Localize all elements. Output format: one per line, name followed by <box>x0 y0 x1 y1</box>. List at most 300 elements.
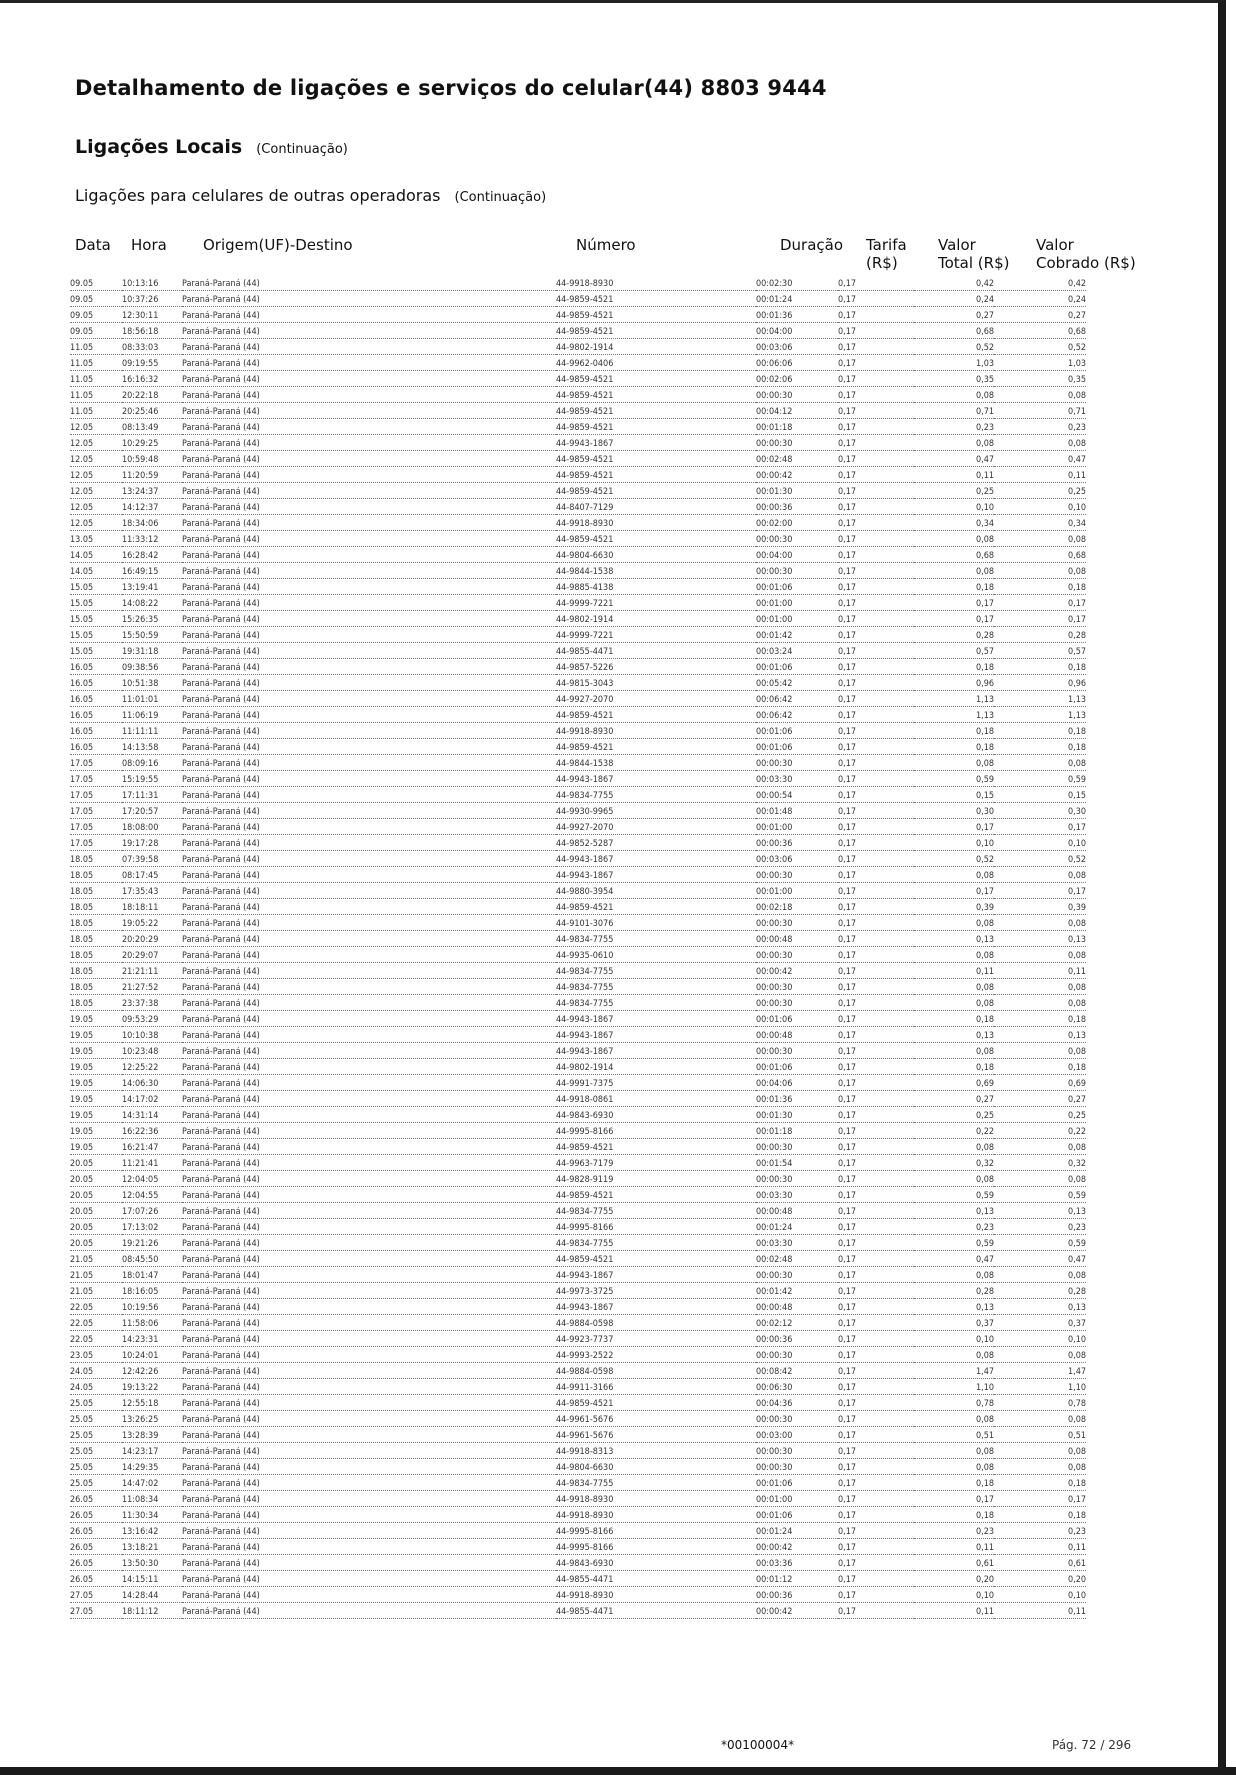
cell-duracao: 00:00:30 <box>756 1139 838 1155</box>
cell-duracao: 00:01:06 <box>756 1059 838 1075</box>
subsection-label: Ligações para celulares de outras operadoras <box>75 186 441 205</box>
table-row <box>70 1267 1086 1283</box>
table-row <box>70 595 1086 611</box>
cell-tarifa: 0,17 <box>838 1331 914 1347</box>
cell-duracao: 00:01:30 <box>756 483 838 499</box>
cell-hora: 20:22:18 <box>122 387 182 403</box>
cell-data: 17.05 <box>70 755 122 771</box>
cell-origem-destino: Paraná-Paraná (44) <box>182 403 556 419</box>
cell-tarifa: 0,17 <box>838 1299 914 1315</box>
cell-origem-destino: Paraná-Paraná (44) <box>182 291 556 307</box>
cell-duracao: 00:06:30 <box>756 1379 838 1395</box>
cell-tarifa: 0,17 <box>838 787 914 803</box>
cell-data: 18.05 <box>70 899 122 915</box>
cell-numero: 44-9995-8166 <box>556 1219 756 1235</box>
col-header-valor-total: Valor Total (R$) <box>938 236 1010 272</box>
cell-duracao: 00:01:24 <box>756 1523 838 1539</box>
cell-valor-cobrado: 0,08 <box>994 1443 1086 1459</box>
cell-tarifa: 0,17 <box>838 1379 914 1395</box>
cell-data: 18.05 <box>70 867 122 883</box>
cell-tarifa: 0,17 <box>838 1011 914 1027</box>
cell-hora: 13:24:37 <box>122 483 182 499</box>
table-row <box>70 739 1086 755</box>
cell-duracao: 00:08:42 <box>756 1363 838 1379</box>
cell-origem-destino: Paraná-Paraná (44) <box>182 1187 556 1203</box>
cell-valor-cobrado: 0,11 <box>994 1603 1086 1619</box>
cell-tarifa: 0,17 <box>838 899 914 915</box>
cell-origem-destino: Paraná-Paraná (44) <box>182 1347 556 1363</box>
cell-valor-total: 0,13 <box>914 1299 994 1315</box>
cell-numero: 44-9973-3725 <box>556 1283 756 1299</box>
cell-duracao: 00:00:30 <box>756 995 838 1011</box>
table-row <box>70 1235 1086 1251</box>
cell-numero: 44-9911-3166 <box>556 1379 756 1395</box>
cell-tarifa: 0,17 <box>838 387 914 403</box>
cell-data: 23.05 <box>70 1347 122 1363</box>
cell-valor-total: 0,18 <box>914 723 994 739</box>
cell-data: 12.05 <box>70 467 122 483</box>
cell-data: 18.05 <box>70 995 122 1011</box>
cell-tarifa: 0,17 <box>838 467 914 483</box>
cell-numero: 44-9859-4521 <box>556 291 756 307</box>
table-row <box>70 1379 1086 1395</box>
cell-data: 20.05 <box>70 1219 122 1235</box>
cell-data: 21.05 <box>70 1251 122 1267</box>
table-row <box>70 1187 1086 1203</box>
cell-valor-cobrado: 0,08 <box>994 867 1086 883</box>
cell-data: 15.05 <box>70 579 122 595</box>
cell-valor-cobrado: 0,23 <box>994 1219 1086 1235</box>
cell-hora: 16:21:47 <box>122 1139 182 1155</box>
table-row <box>70 1555 1086 1571</box>
cell-origem-destino: Paraná-Paraná (44) <box>182 915 556 931</box>
table-row <box>70 1139 1086 1155</box>
cell-numero: 44-9884-0598 <box>556 1315 756 1331</box>
cell-origem-destino: Paraná-Paraná (44) <box>182 1475 556 1491</box>
cell-duracao: 00:00:42 <box>756 467 838 483</box>
cell-valor-cobrado: 0,10 <box>994 835 1086 851</box>
cell-duracao: 00:04:12 <box>756 403 838 419</box>
cell-origem-destino: Paraná-Paraná (44) <box>182 1075 556 1091</box>
cell-valor-cobrado: 0,32 <box>994 1155 1086 1171</box>
col-header-tarifa: Tarifa (R$) <box>866 236 907 272</box>
cell-valor-total: 0,08 <box>914 915 994 931</box>
cell-valor-cobrado: 1,10 <box>994 1379 1086 1395</box>
col-header-duracao: Duração <box>780 236 844 254</box>
cell-hora: 19:13:22 <box>122 1379 182 1395</box>
cell-origem-destino: Paraná-Paraná (44) <box>182 563 556 579</box>
cell-valor-total: 0,22 <box>914 1123 994 1139</box>
cell-duracao: 00:02:30 <box>756 275 838 291</box>
cell-origem-destino: Paraná-Paraná (44) <box>182 995 556 1011</box>
cell-origem-destino: Paraná-Paraná (44) <box>182 307 556 323</box>
cell-numero: 44-9943-1867 <box>556 867 756 883</box>
cell-valor-total: 0,59 <box>914 1187 994 1203</box>
table-row <box>70 675 1086 691</box>
cell-valor-total: 0,10 <box>914 1587 994 1603</box>
cell-origem-destino: Paraná-Paraná (44) <box>182 963 556 979</box>
cell-valor-cobrado: 0,71 <box>994 403 1086 419</box>
cell-data: 19.05 <box>70 1123 122 1139</box>
cell-valor-total: 0,17 <box>914 883 994 899</box>
cell-hora: 10:10:38 <box>122 1027 182 1043</box>
cell-numero: 44-9859-4521 <box>556 451 756 467</box>
cell-valor-cobrado: 0,28 <box>994 1283 1086 1299</box>
table-row <box>70 611 1086 627</box>
cell-hora: 11:08:34 <box>122 1491 182 1507</box>
cell-numero: 44-9995-8166 <box>556 1123 756 1139</box>
cell-tarifa: 0,17 <box>838 675 914 691</box>
cell-valor-cobrado: 0,20 <box>994 1571 1086 1587</box>
cell-duracao: 00:01:06 <box>756 659 838 675</box>
cell-duracao: 00:00:42 <box>756 963 838 979</box>
cell-valor-total: 0,17 <box>914 595 994 611</box>
cell-hora: 10:59:48 <box>122 451 182 467</box>
cell-valor-cobrado: 0,17 <box>994 611 1086 627</box>
cell-valor-total: 0,08 <box>914 1459 994 1475</box>
cell-origem-destino: Paraná-Paraná (44) <box>182 1315 556 1331</box>
cell-data: 24.05 <box>70 1363 122 1379</box>
cell-hora: 18:56:18 <box>122 323 182 339</box>
cell-numero: 44-8407-7129 <box>556 499 756 515</box>
cell-valor-cobrado: 0,27 <box>994 307 1086 323</box>
table-row <box>70 483 1086 499</box>
cell-data: 18.05 <box>70 851 122 867</box>
table-row <box>70 307 1086 323</box>
cell-origem-destino: Paraná-Paraná (44) <box>182 355 556 371</box>
table-row <box>70 1011 1086 1027</box>
table-row <box>70 1315 1086 1331</box>
col-header-numero: Número <box>576 236 636 254</box>
cell-numero: 44-9857-5226 <box>556 659 756 675</box>
cell-duracao: 00:02:18 <box>756 899 838 915</box>
cell-origem-destino: Paraná-Paraná (44) <box>182 467 556 483</box>
cell-data: 11.05 <box>70 371 122 387</box>
cell-hora: 12:42:26 <box>122 1363 182 1379</box>
cell-duracao: 00:01:42 <box>756 627 838 643</box>
table-row <box>70 1347 1086 1363</box>
cell-hora: 08:17:45 <box>122 867 182 883</box>
table-row <box>70 1123 1086 1139</box>
cell-data: 09.05 <box>70 291 122 307</box>
col-header-valor-cobrado: Valor Cobrado (R$) <box>1036 236 1136 272</box>
cell-origem-destino: Paraná-Paraná (44) <box>182 931 556 947</box>
footer-page-number: Pág. 72 / 296 <box>1052 1738 1132 1752</box>
cell-hora: 08:09:16 <box>122 755 182 771</box>
cell-hora: 09:38:56 <box>122 659 182 675</box>
cell-data: 17.05 <box>70 835 122 851</box>
cell-data: 12.05 <box>70 451 122 467</box>
cell-duracao: 00:01:06 <box>756 1507 838 1523</box>
table-row <box>70 1363 1086 1379</box>
cell-hora: 18:01:47 <box>122 1267 182 1283</box>
cell-numero: 44-9834-7755 <box>556 1203 756 1219</box>
cell-numero: 44-9802-1914 <box>556 1059 756 1075</box>
bottom-border <box>0 1767 1236 1775</box>
cell-numero: 44-9859-4521 <box>556 1187 756 1203</box>
cell-duracao: 00:00:30 <box>756 1411 838 1427</box>
cell-hora: 18:08:00 <box>122 819 182 835</box>
cell-origem-destino: Paraná-Paraná (44) <box>182 1155 556 1171</box>
cell-numero: 44-9943-1867 <box>556 1299 756 1315</box>
cell-numero: 44-9961-5676 <box>556 1427 756 1443</box>
table-row <box>70 915 1086 931</box>
col-header-origem: Origem(UF)-Destino <box>203 236 353 254</box>
cell-valor-cobrado: 0,17 <box>994 883 1086 899</box>
cell-valor-total: 1,13 <box>914 691 994 707</box>
cell-origem-destino: Paraná-Paraná (44) <box>182 371 556 387</box>
cell-data: 16.05 <box>70 739 122 755</box>
cell-duracao: 00:00:30 <box>756 867 838 883</box>
table-row <box>70 1059 1086 1075</box>
cell-valor-total: 0,37 <box>914 1315 994 1331</box>
cell-hora: 11:01:01 <box>122 691 182 707</box>
cell-data: 27.05 <box>70 1587 122 1603</box>
cell-valor-cobrado: 0,68 <box>994 323 1086 339</box>
cell-duracao: 00:06:42 <box>756 691 838 707</box>
cell-origem-destino: Paraná-Paraná (44) <box>182 483 556 499</box>
cell-origem-destino: Paraná-Paraná (44) <box>182 1571 556 1587</box>
cell-tarifa: 0,17 <box>838 803 914 819</box>
cell-valor-total: 0,10 <box>914 499 994 515</box>
cell-valor-total: 0,11 <box>914 1539 994 1555</box>
cell-valor-total: 0,08 <box>914 1443 994 1459</box>
cell-numero: 44-9999-7221 <box>556 627 756 643</box>
cell-tarifa: 0,17 <box>838 1603 914 1619</box>
cell-tarifa: 0,17 <box>838 1491 914 1507</box>
cell-valor-cobrado: 0,24 <box>994 291 1086 307</box>
cell-hora: 21:21:11 <box>122 963 182 979</box>
cell-hora: 16:22:36 <box>122 1123 182 1139</box>
cell-tarifa: 0,17 <box>838 355 914 371</box>
cell-hora: 14:28:44 <box>122 1587 182 1603</box>
cell-origem-destino: Paraná-Paraná (44) <box>182 643 556 659</box>
cell-tarifa: 0,17 <box>838 291 914 307</box>
cell-hora: 20:29:07 <box>122 947 182 963</box>
cell-duracao: 00:00:48 <box>756 931 838 947</box>
cell-tarifa: 0,17 <box>838 931 914 947</box>
cell-numero: 44-9844-1538 <box>556 755 756 771</box>
cell-origem-destino: Paraná-Paraná (44) <box>182 1491 556 1507</box>
cell-duracao: 00:00:36 <box>756 835 838 851</box>
cell-tarifa: 0,17 <box>838 483 914 499</box>
cell-duracao: 00:00:36 <box>756 1331 838 1347</box>
cell-data: 25.05 <box>70 1427 122 1443</box>
cell-numero: 44-9918-8930 <box>556 275 756 291</box>
cell-valor-cobrado: 0,17 <box>994 595 1086 611</box>
cell-valor-cobrado: 1,13 <box>994 691 1086 707</box>
cell-tarifa: 0,17 <box>838 1411 914 1427</box>
cell-duracao: 00:01:42 <box>756 1283 838 1299</box>
calls-table <box>70 275 1086 1619</box>
cell-origem-destino: Paraná-Paraná (44) <box>182 835 556 851</box>
cell-hora: 11:58:06 <box>122 1315 182 1331</box>
cell-numero: 44-9923-7737 <box>556 1331 756 1347</box>
cell-valor-cobrado: 0,08 <box>994 531 1086 547</box>
cell-hora: 12:25:22 <box>122 1059 182 1075</box>
table-row <box>70 451 1086 467</box>
cell-origem-destino: Paraná-Paraná (44) <box>182 659 556 675</box>
cell-tarifa: 0,17 <box>838 1267 914 1283</box>
table-row <box>70 1331 1086 1347</box>
cell-valor-total: 0,71 <box>914 403 994 419</box>
cell-numero: 44-9918-8930 <box>556 515 756 531</box>
table-row <box>70 755 1086 771</box>
cell-duracao: 00:03:30 <box>756 1187 838 1203</box>
cell-valor-cobrado: 0,59 <box>994 1187 1086 1203</box>
cell-data: 09.05 <box>70 307 122 323</box>
subsection-heading <box>75 186 546 205</box>
cell-valor-total: 0,25 <box>914 1107 994 1123</box>
cell-valor-cobrado: 0,27 <box>994 1091 1086 1107</box>
cell-tarifa: 0,17 <box>838 1107 914 1123</box>
cell-duracao: 00:02:00 <box>756 515 838 531</box>
cell-data: 11.05 <box>70 403 122 419</box>
cell-origem-destino: Paraná-Paraná (44) <box>182 1267 556 1283</box>
cell-valor-total: 0,18 <box>914 739 994 755</box>
cell-valor-total: 0,08 <box>914 435 994 451</box>
cell-duracao: 00:03:06 <box>756 339 838 355</box>
cell-data: 12.05 <box>70 435 122 451</box>
cell-origem-destino: Paraná-Paraná (44) <box>182 1171 556 1187</box>
cell-hora: 20:20:29 <box>122 931 182 947</box>
cell-tarifa: 0,17 <box>838 1363 914 1379</box>
cell-tarifa: 0,17 <box>838 643 914 659</box>
cell-duracao: 00:00:42 <box>756 1539 838 1555</box>
page-title: Detalhamento de ligações e serviços do celular(44) 8803 9444 <box>75 76 827 100</box>
cell-data: 25.05 <box>70 1411 122 1427</box>
cell-tarifa: 0,17 <box>838 1235 914 1251</box>
cell-duracao: 00:04:36 <box>756 1395 838 1411</box>
cell-valor-cobrado: 0,59 <box>994 1235 1086 1251</box>
cell-tarifa: 0,17 <box>838 547 914 563</box>
cell-valor-total: 0,25 <box>914 483 994 499</box>
cell-numero: 44-9995-8166 <box>556 1523 756 1539</box>
cell-valor-cobrado: 0,08 <box>994 563 1086 579</box>
cell-tarifa: 0,17 <box>838 1507 914 1523</box>
cell-duracao: 00:00:48 <box>756 1203 838 1219</box>
cell-numero: 44-9935-0610 <box>556 947 756 963</box>
table-row <box>70 819 1086 835</box>
cell-valor-cobrado: 0,08 <box>994 387 1086 403</box>
table-row <box>70 1411 1086 1427</box>
cell-numero: 44-9991-7375 <box>556 1075 756 1091</box>
cell-valor-cobrado: 0,08 <box>994 1171 1086 1187</box>
cell-hora: 15:50:59 <box>122 627 182 643</box>
cell-hora: 18:34:06 <box>122 515 182 531</box>
cell-hora: 14:13:58 <box>122 739 182 755</box>
cell-duracao: 00:00:54 <box>756 787 838 803</box>
cell-numero: 44-9918-0861 <box>556 1091 756 1107</box>
cell-origem-destino: Paraná-Paraná (44) <box>182 947 556 963</box>
cell-duracao: 00:01:30 <box>756 1107 838 1123</box>
cell-numero: 44-9859-4521 <box>556 371 756 387</box>
cell-tarifa: 0,17 <box>838 1155 914 1171</box>
table-row <box>70 979 1086 995</box>
cell-data: 16.05 <box>70 675 122 691</box>
table-row <box>70 387 1086 403</box>
cell-valor-total: 0,08 <box>914 1171 994 1187</box>
cell-numero: 44-9880-3954 <box>556 883 756 899</box>
cell-tarifa: 0,17 <box>838 1523 914 1539</box>
cell-numero: 44-9802-1914 <box>556 611 756 627</box>
cell-valor-cobrado: 0,08 <box>994 1459 1086 1475</box>
cell-numero: 44-9834-7755 <box>556 931 756 947</box>
cell-valor-total: 0,13 <box>914 1203 994 1219</box>
cell-numero: 44-9852-5287 <box>556 835 756 851</box>
cell-valor-cobrado: 0,51 <box>994 1427 1086 1443</box>
cell-origem-destino: Paraná-Paraná (44) <box>182 899 556 915</box>
cell-valor-total: 0,69 <box>914 1075 994 1091</box>
section-heading <box>75 136 348 158</box>
cell-data: 25.05 <box>70 1459 122 1475</box>
cell-valor-total: 0,08 <box>914 979 994 995</box>
table-row <box>70 1603 1086 1619</box>
cell-tarifa: 0,17 <box>838 563 914 579</box>
cell-data: 26.05 <box>70 1507 122 1523</box>
cell-numero: 44-9828-9119 <box>556 1171 756 1187</box>
cell-duracao: 00:01:06 <box>756 739 838 755</box>
cell-numero: 44-9855-4471 <box>556 1571 756 1587</box>
cell-hora: 11:20:59 <box>122 467 182 483</box>
cell-hora: 11:33:12 <box>122 531 182 547</box>
table-row <box>70 499 1086 515</box>
cell-hora: 18:18:11 <box>122 899 182 915</box>
cell-origem-destino: Paraná-Paraná (44) <box>182 1459 556 1475</box>
cell-numero: 44-9962-0406 <box>556 355 756 371</box>
table-row <box>70 723 1086 739</box>
cell-valor-cobrado: 0,25 <box>994 483 1086 499</box>
cell-hora: 11:11:11 <box>122 723 182 739</box>
cell-duracao: 00:01:00 <box>756 819 838 835</box>
cell-numero: 44-9859-4521 <box>556 739 756 755</box>
cell-numero: 44-9927-2070 <box>556 819 756 835</box>
cell-duracao: 00:05:42 <box>756 675 838 691</box>
cell-numero: 44-9843-6930 <box>556 1555 756 1571</box>
cell-origem-destino: Paraná-Paraná (44) <box>182 803 556 819</box>
cell-tarifa: 0,17 <box>838 515 914 531</box>
calls-table-body <box>70 275 1086 1619</box>
cell-duracao: 00:01:36 <box>756 307 838 323</box>
cell-valor-total: 0,47 <box>914 451 994 467</box>
cell-origem-destino: Paraná-Paraná (44) <box>182 723 556 739</box>
cell-origem-destino: Paraná-Paraná (44) <box>182 1379 556 1395</box>
cell-duracao: 00:00:30 <box>756 563 838 579</box>
cell-data: 16.05 <box>70 723 122 739</box>
cell-tarifa: 0,17 <box>838 963 914 979</box>
table-row <box>70 435 1086 451</box>
cell-hora: 13:16:42 <box>122 1523 182 1539</box>
cell-hora: 14:15:11 <box>122 1571 182 1587</box>
cell-origem-destino: Paraná-Paraná (44) <box>182 1411 556 1427</box>
cell-data: 20.05 <box>70 1171 122 1187</box>
cell-hora: 14:47:02 <box>122 1475 182 1491</box>
cell-valor-cobrado: 0,08 <box>994 755 1086 771</box>
cell-hora: 14:29:35 <box>122 1459 182 1475</box>
cell-data: 21.05 <box>70 1283 122 1299</box>
cell-origem-destino: Paraná-Paraná (44) <box>182 1123 556 1139</box>
cell-data: 17.05 <box>70 803 122 819</box>
cell-origem-destino: Paraná-Paraná (44) <box>182 1587 556 1603</box>
cell-valor-total: 0,59 <box>914 771 994 787</box>
cell-valor-cobrado: 0,52 <box>994 851 1086 867</box>
cell-valor-cobrado: 0,15 <box>994 787 1086 803</box>
cell-data: 25.05 <box>70 1475 122 1491</box>
cell-valor-total: 0,57 <box>914 643 994 659</box>
cell-valor-total: 0,39 <box>914 899 994 915</box>
cell-tarifa: 0,17 <box>838 1043 914 1059</box>
cell-valor-cobrado: 0,96 <box>994 675 1086 691</box>
